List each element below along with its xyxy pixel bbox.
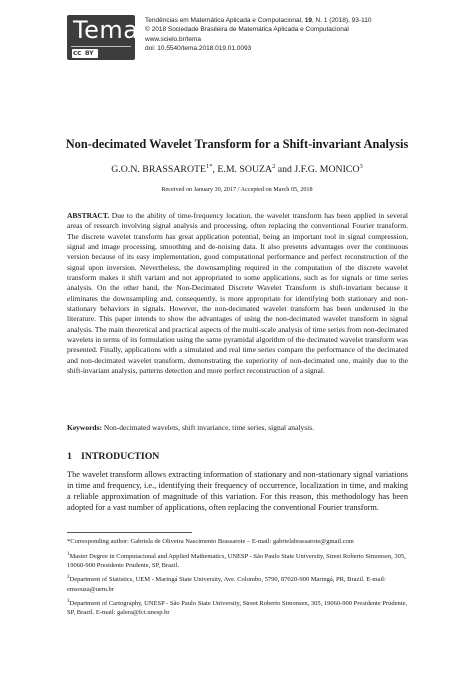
author-name: J.F.G. MONICO xyxy=(294,164,360,175)
logo-divider xyxy=(71,46,131,47)
author-mark: 2 xyxy=(272,163,276,170)
keywords-label: Keywords: xyxy=(67,423,102,432)
section-title: INTRODUCTION xyxy=(81,451,160,462)
keywords xyxy=(67,423,408,433)
footnote-affiliation-2: $^2$Department of Statistics, UEM - Maringá State University, Ave. Colombo, 5790, 87020-900 Maringá, PR, Brazil. E-mail: emsouza@uem.br xyxy=(67,575,386,593)
author-mark: 3 xyxy=(359,163,363,170)
abstract xyxy=(67,211,408,377)
author-name: E.M. SOUZA xyxy=(217,164,273,175)
keywords-text: Non-decimated wavelets, shift invariance, time series, signal analysis. xyxy=(103,423,315,432)
copyright-line: © 2018 Sociedade Brasileira de Matemática Aplicada e Computacional xyxy=(145,26,349,34)
footnote-mark: 3 xyxy=(67,599,70,605)
author-list: G.O.N. $BRASSAROTE^{1*}$, E.M. SOUZA$^2$ and J.F.G. MONICO$^3$ xyxy=(111,163,363,175)
by-label: BY xyxy=(85,50,94,57)
journal-logo xyxy=(67,15,139,60)
introduction-paragraph: The wavelet transform allows extracting information of stationary and non-stationary signal variations in time and frequency, i.e., identifying their frequency of occurrence, localization in time, and making a reliable approximation of magnitude of this variation. For this reason, this methodology has been adopted for a vast number of applications, often replacing the conventional Fourier transform. xyxy=(67,470,408,513)
author-mark: 1* xyxy=(205,163,213,170)
abstract-text: Due to the ability of time-frequency location, the wavelet transform has been applied in several areas of research involving signal analysis and processing, often replacing the conventional Fourier transform. The discrete wavelet transform has great application potential, being an important tool in signal compression, signal and image processing, smoothing and de-noising data. It also presents advantages over the continuous version because of its easy implementation, good computational performance and perfect reconstruction of the signal upon inversion. Nevertheless, the downsampling required in the computation of the discrete wavelet transform makes it shift variant and not appropriated to some applications, such as for signals or time series analysis. On the other hand, the Non-Decimated Discrete Wavelet Transform is shift-invariant because it eliminates the downsampling and, consequently, is more appropriate for identifying both stationary and non-stationary behaviors in signals. However, the non-decimated wavelet transform has been underused in the literature. This paper intends to show the advantages of using the non-decimated wavelet transform in signal analysis. The main theoretical and practical aspects of the multi-scale analysis of time series from non-decimated wavelets in terms of its formulation using the same pyramidal algorithm of the decimated wavelet transform was presented. Finally, applications with a simulated and real time series compare the performance of the decimated and non-decimated wavelet transform, demonstrating the superiority of non-decimated one, mainly due to the shift-invariant analysis, patterns detection and more perfect reconstruction of a signal. xyxy=(67,211,408,376)
footnote-affiliation-3: $^3$Department of Cartography, UNESP - São Paulo State University, Street Roberto Simonsen, 305, 19060-900 Presidente Prudente, SP, Brazil. E-mail: galera@fct.unesp.br xyxy=(67,599,408,617)
abstract-label: ABSTRACT. xyxy=(67,211,110,220)
logo-text: Tema xyxy=(73,16,139,44)
journal-volume: 19 xyxy=(304,17,312,24)
section-number: 1 xyxy=(67,451,72,462)
footnote-corresponding-author: *Corresponding author: Gabriela de Oliveira Nascimento Brassarote – E-mail: gabrielabrassarote@gmail.com xyxy=(67,538,354,545)
footnotes xyxy=(67,537,408,621)
footnote-affiliation-1: $^1$Master Degree in Computacional and Applied Mathematics, UNESP - São Paulo State University, Street Roberto Simonsen, 305, 19060-900 Presidente Prudente, SP, Brazil. xyxy=(67,551,406,569)
submission-dates: Received on January 30, 2017 / Accepted on March 05, 2018 xyxy=(161,186,313,193)
doi-link[interactable]: doi: 10.5540/tema.2018.019.01.0093 xyxy=(145,45,252,53)
paper-title: Non-decimated Wavelet Transform for a Shift-invariant Analysis xyxy=(65,137,409,151)
cc-icon: cc xyxy=(73,49,82,57)
author-name: G.O.N. BRASSAROTE xyxy=(111,164,206,175)
footnote-mark: 2 xyxy=(67,575,70,581)
section-heading xyxy=(67,451,159,462)
footnote-divider xyxy=(67,532,192,533)
footnote-mark: 1 xyxy=(67,551,70,557)
journal-header xyxy=(145,16,435,54)
journal-website-link[interactable]: www.scielo.br/tema xyxy=(145,35,201,43)
cc-by-license-badge xyxy=(72,49,98,58)
journal-citation: Tendências em Matemática Aplicada e Computacional, 19, N. 1 (2018), 93-110 xyxy=(145,17,372,24)
